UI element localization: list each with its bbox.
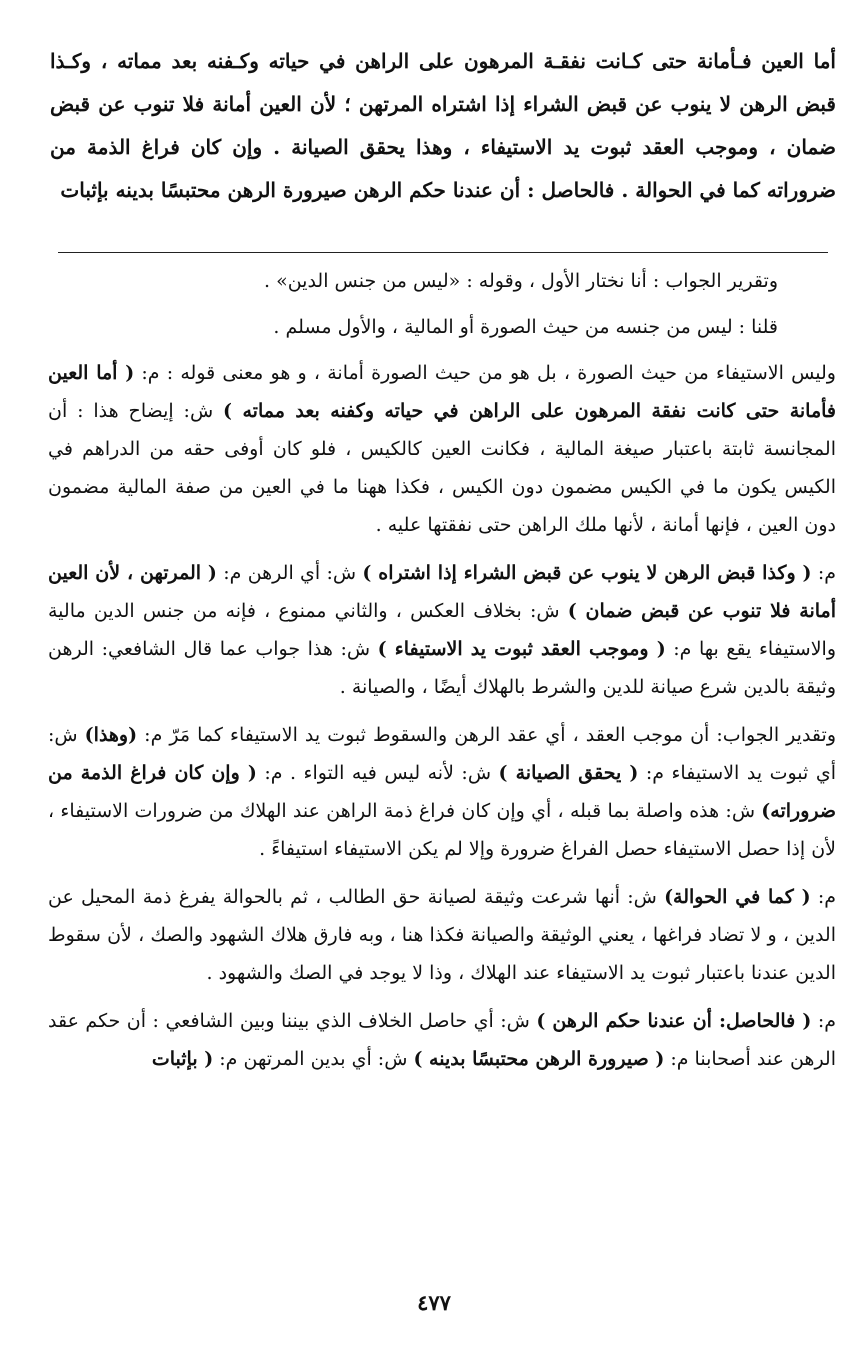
matn-quote: ( أما العين فأمانة حتى كانت نفقة المرهون على الراهن في حياته وكفنه بعد مماته ): [48, 362, 837, 422]
commentary-text: وليس الاستيفاء من حيث الصورة ، بل هو من حيث الصورة أمانة ، و هو معنى قوله : م:: [134, 362, 836, 384]
commentary-text: وتقرير الجواب : أنا نختار الأول ، وقوله : «ليس من جنس الدين» .: [263, 270, 778, 292]
main-text: أما العين فـأمانة حتى كـانت نفقـة المرهون على الراهن في حياته وكـفنه بعد مماته ، وكـذا قبض الرهن لا ينوب عن قبض الشراء إذا اشتراه المرتهن ؛ لأن العين أمانة فلا تنوب عن قبض ضمان ، وموجب العقد ثبوت يد الاستيفاء ، وهذا يحقق الصيانة . وإن كان فراغ الذمة من ضروراته كما في الحوالة . فالحاصل : أن عندنا حكم الرهن صيرورة الرهن محتبسًا بدينه بإثبات: [50, 49, 836, 202]
commentary-text: ش: أي بدين المرتهن م:: [213, 1048, 414, 1070]
commentary-text: ش: هذا جواب عما قال الشافعي: الرهن وثيقة بالدين شرع صيانة للدين والشرط بالهلاك أيضًا ، والصيانة .: [48, 638, 836, 698]
commentary-text: قلنا : ليس من جنسه من حيث الصورة أو المالية ، والأول مسلم .: [273, 316, 778, 338]
matn-quote: ( بإثبات: [151, 1048, 214, 1070]
page-number: ٤٧٧: [417, 1290, 451, 1315]
matn-quote: ( يحقق الصيانة ): [498, 762, 639, 784]
commentary-paragraph-7: [48, 1002, 836, 1078]
matn-quote: ( وإن كان فراغ الذمة من ضروراته): [48, 762, 836, 822]
main-text-block: [50, 40, 836, 212]
commentary-text: ش: أي حاصل الخلاف الذي بيننا وبين الشافعي : أن حكم عقد الرهن عند أصحابنا م:: [48, 1010, 836, 1070]
commentary-text: م:: [811, 1010, 836, 1032]
matn-quote: (وهذا): [84, 724, 138, 746]
matn-quote: ( صيرورة الرهن محتبسًا بدينه ): [413, 1048, 665, 1070]
commentary-paragraph-2: [48, 308, 836, 346]
commentary-paragraph-6: [48, 878, 836, 992]
commentary-text: ش: لأنه ليس فيه التواء . م:: [256, 762, 499, 784]
matn-quote: ( وكذا قبض الرهن لا ينوب عن قبض الشراء إذا اشتراه ): [362, 562, 812, 584]
commentary-text: ش: إيضاح هذا : أن المجانسة ثابتة باعتبار صيغة المالية ، فكانت العين كالكيس ، فلو كان أوفى حقه من الدراهم في الكيس يكون ما في الكيس مضمون دون الكيس ، فكذا ههنا ما في العين من صفة المالية مضمون دون العين ، فإنها أمانة ، لأنها ملك الراهن حتى نفقتها عليه .: [48, 400, 836, 536]
commentary-paragraph-5: [48, 716, 836, 868]
commentary-text: وتقدير الجواب: أن موجب العقد ، أي عقد الرهن والسقوط ثبوت يد الاستيفاء كما مَرّ م:: [137, 724, 836, 746]
commentary-text: ش: أي الرهن م:: [216, 562, 363, 584]
commentary-text: ش: أنها شرعت وثيقة لصيانة حق الطالب ، ثم بالحوالة يفرغ ذمة المحيل عن الدين ، و لا تضاد فراغها ، يعني الوثيقة والصيانة فكذا هنا ، وبه فارق هلاك الشهود والصك ، لأن سقوط الدين عندنا باعتبار ثبوت يد الاستيفاء عند الهلاك ، وذا لا يوجد في الصك والشهود .: [48, 886, 836, 984]
separator-rule: [58, 252, 828, 253]
matn-quote: ( وموجب العقد ثبوت يد الاستيفاء ): [377, 638, 666, 660]
commentary-text: ش: أي ثبوت يد الاستيفاء م:: [48, 724, 836, 784]
matn-quote: ( كما في الحوالة): [664, 886, 811, 908]
commentary-paragraph-4: [48, 554, 836, 706]
commentary-text: ش: هذه واصلة بما قبله ، أي وإن كان فراغ ذمة الراهن عند الهلاك من ضرورات الاستيفاء ، لأن إذا حصل الاستيفاء حصل الفراغ ضرورة وإلا لم يكن الاستيفاء استيفاءً .: [48, 800, 836, 860]
commentary-paragraph-3: [48, 354, 836, 544]
matn-quote: ( فالحاصل: أن عندنا حكم الرهن ): [536, 1010, 812, 1032]
commentary-text: م:: [810, 886, 836, 908]
commentary-text: م:: [811, 562, 836, 584]
commentary-paragraph-1: [48, 262, 836, 300]
commentary-text: ش: بخلاف العكس ، والثاني ممنوع ، فإنه من جنس الدين مالية والاستيفاء يقع بها م:: [48, 600, 837, 660]
commentary-block: [48, 262, 836, 1088]
matn-quote: ( المرتهن ، لأن العين أمانة فلا تنوب عن قبض ضمان ): [48, 562, 837, 622]
